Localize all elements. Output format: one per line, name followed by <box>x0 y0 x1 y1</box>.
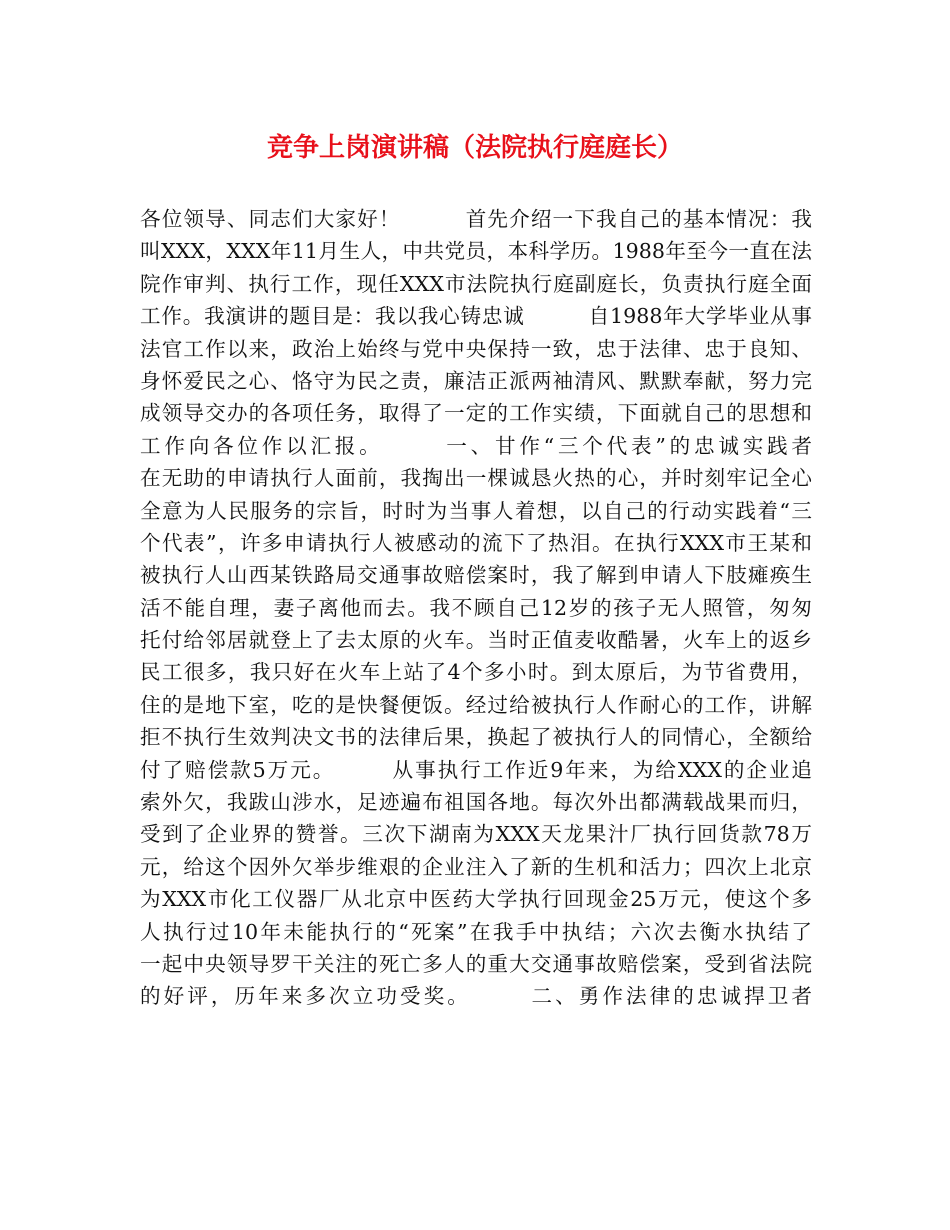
body-line: 在无助的申请执行人面前，我掏出一棵诚恳火热的心，并时刻牢记全心 <box>140 466 812 491</box>
body-line: 索外欠，我跋山涉水，足迹遍布祖国各地。每次外出都满载战果而归， <box>140 790 812 815</box>
body-line: 院作审判、执行工作，现任XXX市法院执行庭副庭长，负责执行庭全面 <box>140 271 812 296</box>
body-line: 为XXX市化工仪器厂从北京中医药大学执行回现金25万元，使这个多 <box>140 887 812 912</box>
body-line: 个代表”，许多申请执行人被感动的流下了热泪。在执行XXX市王某和 <box>140 530 812 555</box>
body-line: 工作向各位作以汇报。 一、甘作“三个代表”的忠诚实践者 <box>140 433 812 458</box>
body-line: 法官工作以来，政治上始终与党中央保持一致，忠于法律、忠于良知、 <box>140 336 812 361</box>
body-line: 成领导交办的各项任务，取得了一定的工作实绩，下面就自己的思想和 <box>140 401 812 426</box>
body-line: 元，给这个因外欠举步维艰的企业注入了新的生机和活力；四次上北京 <box>140 854 812 879</box>
body-line: 全意为人民服务的宗旨，时时为当事人着想，以自己的行动实践着“三 <box>140 498 812 523</box>
body-line: 付了赔偿款5万元。 从事执行工作近9年来，为给XXX的企业追 <box>140 757 812 782</box>
body-line: 人执行过10年未能执行的“死案”在我手中执结；六次去衡水执结了 <box>140 919 812 944</box>
body-line: 各位领导、同志们大家好！ 首先介绍一下我自己的基本情况：我 <box>140 207 812 231</box>
body-line: 住的是地下室，吃的是快餐便饭。经过给被执行人作耐心的工作，讲解 <box>140 692 812 717</box>
body-line: 工作。我演讲的题目是：我以我心铸忠诚 自1988年大学毕业从事 <box>140 304 812 329</box>
body-line: 受到了企业界的赞誉。三次下湖南为XXX天龙果汁厂执行回货款78万 <box>140 822 812 847</box>
document-body <box>140 203 812 1013</box>
body-line: 拒不执行生效判决文书的法律后果，换起了被执行人的同情心，全额给 <box>140 725 812 750</box>
document-title: 竞争上岗演讲稿（法院执行庭庭长） <box>266 133 683 163</box>
body-line: 一起中央领导罗干关注的死亡多人的重大交通事故赔偿案，受到省法院 <box>140 951 812 976</box>
body-line: 民工很多，我只好在火车上站了4个多小时。到太原后，为节省费用， <box>140 660 812 685</box>
body-line: 叫XXX，XXX年11月生人，中共党员，本科学历。1988年至今一直在法 <box>140 239 812 264</box>
body-line: 托付给邻居就登上了去太原的火车。当时正值麦收酷暑，火车上的返乡 <box>140 628 812 653</box>
body-line: 的好评，历年来多次立功受奖。 二、勇作法律的忠诚捍卫者 <box>140 984 812 1009</box>
body-line: 被执行人山西某铁路局交通事故赔偿案时，我了解到申请人下肢瘫痪生 <box>140 563 812 588</box>
body-line: 活不能自理，妻子离他而去。我不顾自己12岁的孩子无人照管，匆匆 <box>140 595 812 620</box>
body-line: 身怀爱民之心、恪守为民之责，廉洁正派两袖清风、默默奉献，努力完 <box>140 368 812 393</box>
